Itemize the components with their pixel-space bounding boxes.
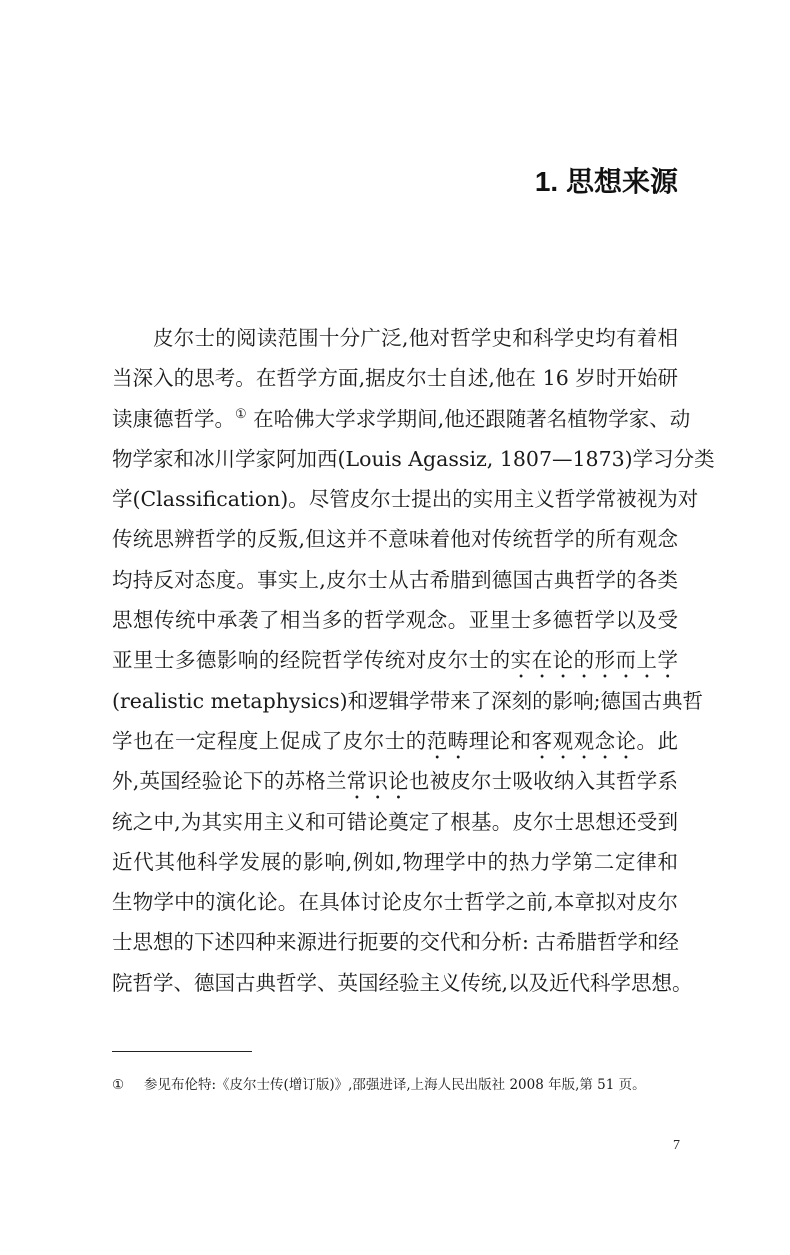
footnote	[112, 1073, 692, 1093]
footnote-divider	[112, 1051, 252, 1052]
text-line: 士思想的下述四种来源进行扼要的交代和分析: 古希腊哲学和经	[112, 930, 679, 955]
text-line	[112, 761, 678, 801]
emphasized-term: 客观观念论	[531, 728, 637, 753]
text-line: 学(Classification)。尽管皮尔士提出的实用主义哲学常被视为对	[112, 487, 699, 512]
emphasized-term: 实在论的形而上学	[510, 648, 679, 673]
text-segment: 亚里士多德影响的经院哲学传统对皮尔士的	[112, 648, 511, 673]
page-number: 7	[673, 1138, 680, 1153]
text-line: 院哲学、德国古典哲学、英国经验主义传统,以及近代科学思想。	[112, 970, 693, 995]
text-line: 统之中,为其实用主义和可错论奠定了根基。皮尔士思想还受到	[112, 809, 678, 834]
text-line: 均持反对态度。事实上,皮尔士从古希腊到德国古典哲学的各类	[112, 567, 678, 592]
text-segment: 也被皮尔士吸收纳入其哲学系	[408, 769, 678, 794]
text-segment: 在哈佛大学求学期间,他还跟随著名植物学家、动	[246, 406, 691, 431]
chapter-section-heading: 1. 思想来源	[534, 166, 678, 197]
text-line: 物学家和冰川学家阿加西(Louis Agassiz, 1807—1873)学习分类	[112, 446, 715, 471]
text-line	[112, 640, 678, 680]
text-segment: 。此	[636, 728, 679, 753]
footnote-text: 参见布伦特:《皮尔士传(增订版)》,邵强进译,上海人民出版社 2008 年版,第 51 页。	[144, 1077, 646, 1093]
footnote-mark: ①	[112, 1077, 125, 1093]
text-line: (realistic metaphysics)和逻辑学带来了深刻的影响;德国古典哲	[112, 688, 703, 713]
footnote-reference[interactable]: ①	[235, 406, 247, 422]
text-line	[112, 721, 678, 761]
text-line	[112, 399, 691, 439]
text-line: 皮尔士的阅读范围十分广泛,他对哲学史和科学史均有着相	[153, 326, 678, 350]
body-paragraph	[112, 318, 715, 1003]
text-segment: 理论和	[468, 728, 532, 753]
text-line: 思想传统中承袭了相当多的哲学观念。亚里士多德哲学以及受	[112, 608, 678, 633]
text-segment: 读康德哲学。	[112, 406, 235, 431]
emphasized-term: 范畴	[426, 728, 469, 753]
text-segment: 学也在一定程度上促成了皮尔士的	[112, 728, 427, 753]
text-line: 当深入的思考。在哲学方面,据皮尔士自述,他在 16 岁时开始研	[112, 366, 678, 391]
emphasized-term: 常识论	[346, 769, 409, 794]
text-line: 传统思辨哲学的反叛,但这并不意味着他对传统哲学的所有观念	[112, 527, 678, 552]
text-segment: 外,英国经验论下的苏格兰	[112, 769, 347, 794]
text-line: 近代其他科学发展的影响,例如,物理学中的热力学第二定律和	[112, 849, 678, 874]
text-line: 生物学中的演化论。在具体讨论皮尔士哲学之前,本章拟对皮尔	[112, 890, 678, 915]
